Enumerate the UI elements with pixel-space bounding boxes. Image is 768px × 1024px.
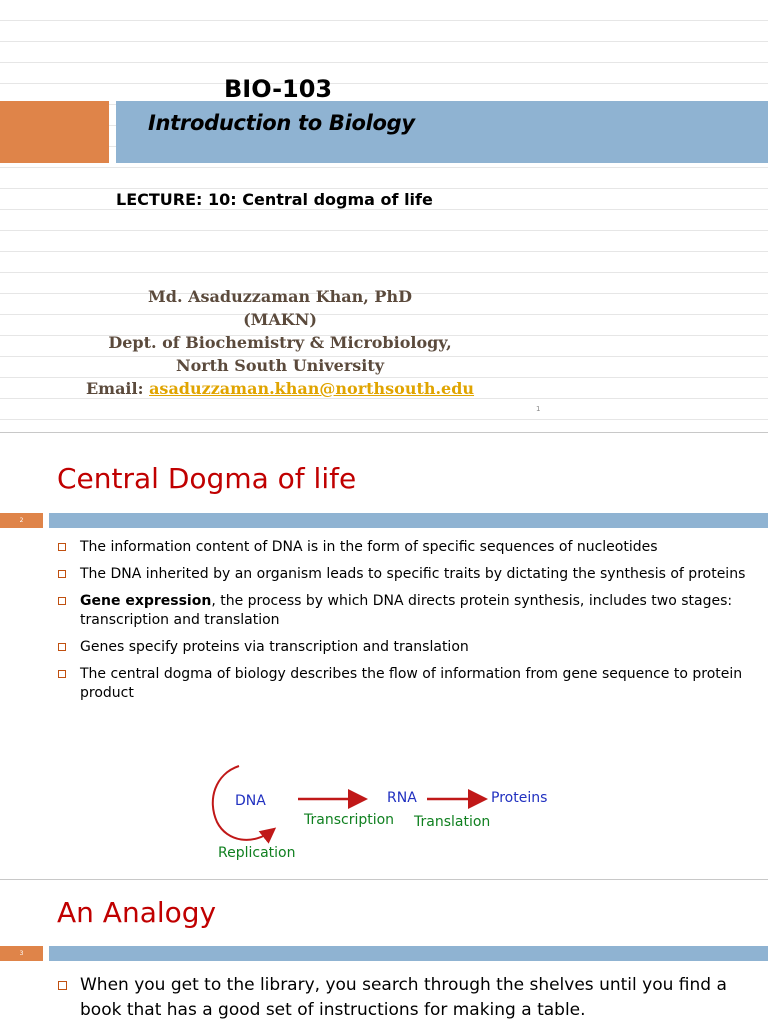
accent-block [0,101,109,163]
list-item: Genes specify proteins via transcription and translation [58,638,748,657]
slide-number-tab: 2 [0,513,43,528]
bullet-box-icon [58,670,66,678]
central-dogma-diagram [205,762,565,872]
content-slide-3 [0,880,768,1024]
title-slide [0,0,768,430]
bullet-box-icon [58,981,67,990]
transcription-label: Transcription [304,812,395,828]
author-initials: (MAKN) [243,310,317,329]
slide-title: Central Dogma of life [57,462,357,495]
lecture-title: LECTURE: 10: Central dogma of life [116,190,433,209]
slide-divider [0,432,768,433]
proteins-label: Proteins [491,790,548,806]
bullet-box-icon [58,597,66,605]
slide-number-tab: 3 [0,946,43,961]
bullet-list [58,973,748,1024]
page-number: 1 [536,405,541,413]
translation-label: Translation [414,814,491,830]
course-code: BIO-103 [224,75,333,103]
bullet-box-icon [58,543,66,551]
list-item: The central dogma of biology describes the flow of information from gene sequence to protein product [58,665,748,703]
replication-label: Replication [218,845,296,861]
list-item: Gene expression, the process by which DNA directs protein synthesis, includes two stages: transcription and translation [58,592,748,630]
bullet-box-icon [58,643,66,651]
course-title: Introduction to Biology [148,111,415,135]
bullet-box-icon [58,570,66,578]
university: North South University [175,356,385,375]
slide-title: An Analogy [57,896,217,929]
author-name: Md. Asaduzzaman Khan, PhD [148,287,412,306]
content-slide-2 [0,446,768,878]
department: Dept. of Biochemistry & Microbiology, [108,333,452,352]
title-band [49,946,768,961]
email-link[interactable]: asaduzzaman.khan@northsouth.edu [149,379,475,398]
list-item: When you get to the library, you search through the shelves until you find a book that has a good set of instructions for making a table. [58,973,748,1023]
dna-label: DNA [235,793,266,809]
rna-label: RNA [387,790,417,806]
list-item: The DNA inherited by an organism leads to specific traits by dictating the synthesis of proteins [58,565,748,584]
list-item: The information content of DNA is in the form of specific sequences of nucleotides [58,538,748,557]
author-block [60,285,500,400]
email-label: Email: [85,379,150,398]
title-band [49,513,768,528]
email-line [60,377,500,400]
bullet-list [58,538,748,711]
